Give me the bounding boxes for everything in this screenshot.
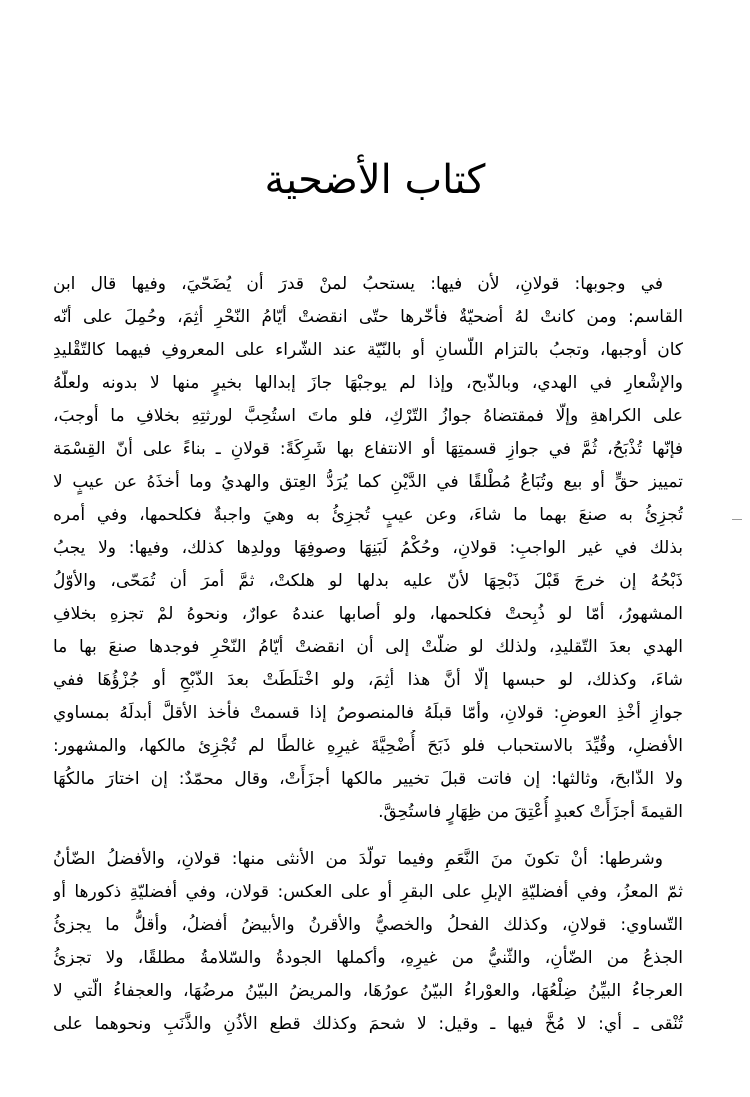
text-line: وشرطها: أنْ تكونَ منَ النَّعَمِ وفيما تولّدَ من الأنثى منها: قولانِ، والأفضلُ الضّأنُ: [53, 849, 663, 869]
text-line: ولا الذّابحَ، وثالثها: إن فاتت قبلَ تخيير مالكها أجزَأَتْ، وقال محمّدٌ: إن اختارَ مالكُهَا: [53, 769, 683, 789]
paragraph-2: [53, 843, 683, 1041]
text-line: تُنْقى ـ أي: لا مُخَّ فيها ـ وقيل: لا شحمَ وكذلك قطع الأذُنِ والذَّنَبِ ونحوهما على: [53, 1014, 683, 1034]
text-line: تُجزِئُ به صنعَ بهما ما شاءَ، وعن عيبٍ تُجزِئُ به وهيَ واجبةٌ فكلحمها، وفي أمره: [53, 505, 683, 525]
text-line: العرجاءُ البيِّنُ ضِلْعُهَا، والعوْراءُ البيّنُ عورُهَا، والمريضُ البيّنُ مرضُهَا، والعجفاءُ الّتي لا: [53, 981, 683, 1001]
text-line: تمييز حقٍّ أو بيع وتُبَاعُ مُطْلقًا في الدَّيْنِ كما يُرَدُّ العِتق والهديُ وما أخذَهُ عن عيبٍ لا: [53, 472, 683, 492]
text-line: الهدي بعدَ التّقليدِ، ولذلك لو ضلّتْ إلى أن انقضتْ أيّامُ النّحْرِ فوجدها صنعَ بها ما: [53, 637, 683, 657]
paragraph-gap: [53, 829, 683, 843]
margin-mark: [732, 519, 742, 520]
text-line: فإنّها تُذْبَحُ، ثُمَّ في جوازِ قسمتِهَا أو الانتفاع بها شَرِكَةً: قولانِ ـ بناءً على أنّ القِسْمَة: [53, 439, 683, 459]
text-line: الجذعُ من الضّأنِ، والثّنيُّ من غيرِهِ، وأكملها الجودةُ والسّلامةُ مطلقًا، ولا تجزئُ: [53, 948, 683, 968]
text-line: القيمةَ أجزَأَتْ كعبدٍ أُعْتِقَ من ظِهَارٍ فاستُحِقَّ.: [378, 802, 683, 822]
text-line: شاءَ، وكذلك، لو حبسها إلّا أنَّ هذا أثِمَ، ولو اخْتلَطَتْ بعدَ الذّبْحِ أو جُزْؤُهَا ففي: [53, 670, 683, 690]
body-text: [53, 268, 683, 1041]
text-line: والإشْعارِ في الهدي، وبالذّبح، وإذا لم يوجبْهَا جازَ إبدالها بخيرٍ منها لا بدونه ولعلّهُ: [53, 373, 683, 393]
text-line: في وجوبها: قولانِ، لأن فيها: يستحبُ لمنْ قدرَ أن يُضَحّيَ، وفيها قال ابن: [53, 274, 663, 294]
paragraph-1: [53, 268, 683, 829]
text-line: ذَبْحُهُ إن خرجَ قَبْلَ ذَبْحِهَا لأنّ عليه بدلها لو هلكتْ، ثمَّ أمرَ أن تُمَحّى، والأوّلُ: [53, 571, 683, 591]
text-line: الأفضلِ، وقُيِّدَ بالاستحباب فلو ذَبَحَ أُضْحِيَّةَ غيرِهِ غالطًا لم تُجْزِئ مالكها، والمشهور:: [53, 736, 683, 756]
text-line: كان أوجبها، وتجبُ بالتزام اللّسانِ أو بالنّيّة عند الشّراء على المعروفِ فيهما كالتّقْليدِ: [53, 340, 683, 360]
text-line: جوازِ أخْذِ العوضِ: قولانِ، وأمّا قبلَهُ فالمنصوصُ إذا قسمتْ فأخذ الأقلَّ أبدلَهُ بمساوي: [53, 703, 683, 723]
text-line: ثمّ المعزُ، وفي أفضليّةِ الإبلِ على البقرِ أو على العكس: قولان، وفي أفضليّةِ ذكورها أو: [53, 882, 683, 902]
text-line: على الكراهةِ وإلّا فمقتضاهُ جوازُ التّرْكِ، فلو ماتَ استُحِبَّ لورثتِهِ بخلافِ ما أوجبَ،: [53, 406, 683, 426]
chapter-title: كتاب الأضحية: [264, 157, 486, 203]
text-line: التّساوي: قولانِ، وكذلك الفحلُ والخصيُّ والأقرنُ والأبيضُ أفضلُ، وأقلُّ ما يجزئُ: [53, 915, 683, 935]
text-line: القاسم: ومن كانتْ لهُ أضحيّةٌ فأخّرها حتّى انقضتْ أيّامُ النّحْرِ أثِمَ، وحُمِلَ على أنّه: [53, 307, 683, 327]
text-line: بذلك في غير الواجبِ: قولانِ، وحُكْمُ لَبَنِهَا وصوفِهَا وولدِها كذلك، وفيها: ولا يجبُ: [53, 538, 683, 558]
text-line: المشهورُ، أمّا لو ذُبِحتْ فكلحمها، ولو أصابها عندهُ عوارٌ، ونحوهُ لمْ تجزهِ بخلافِ: [53, 604, 683, 624]
